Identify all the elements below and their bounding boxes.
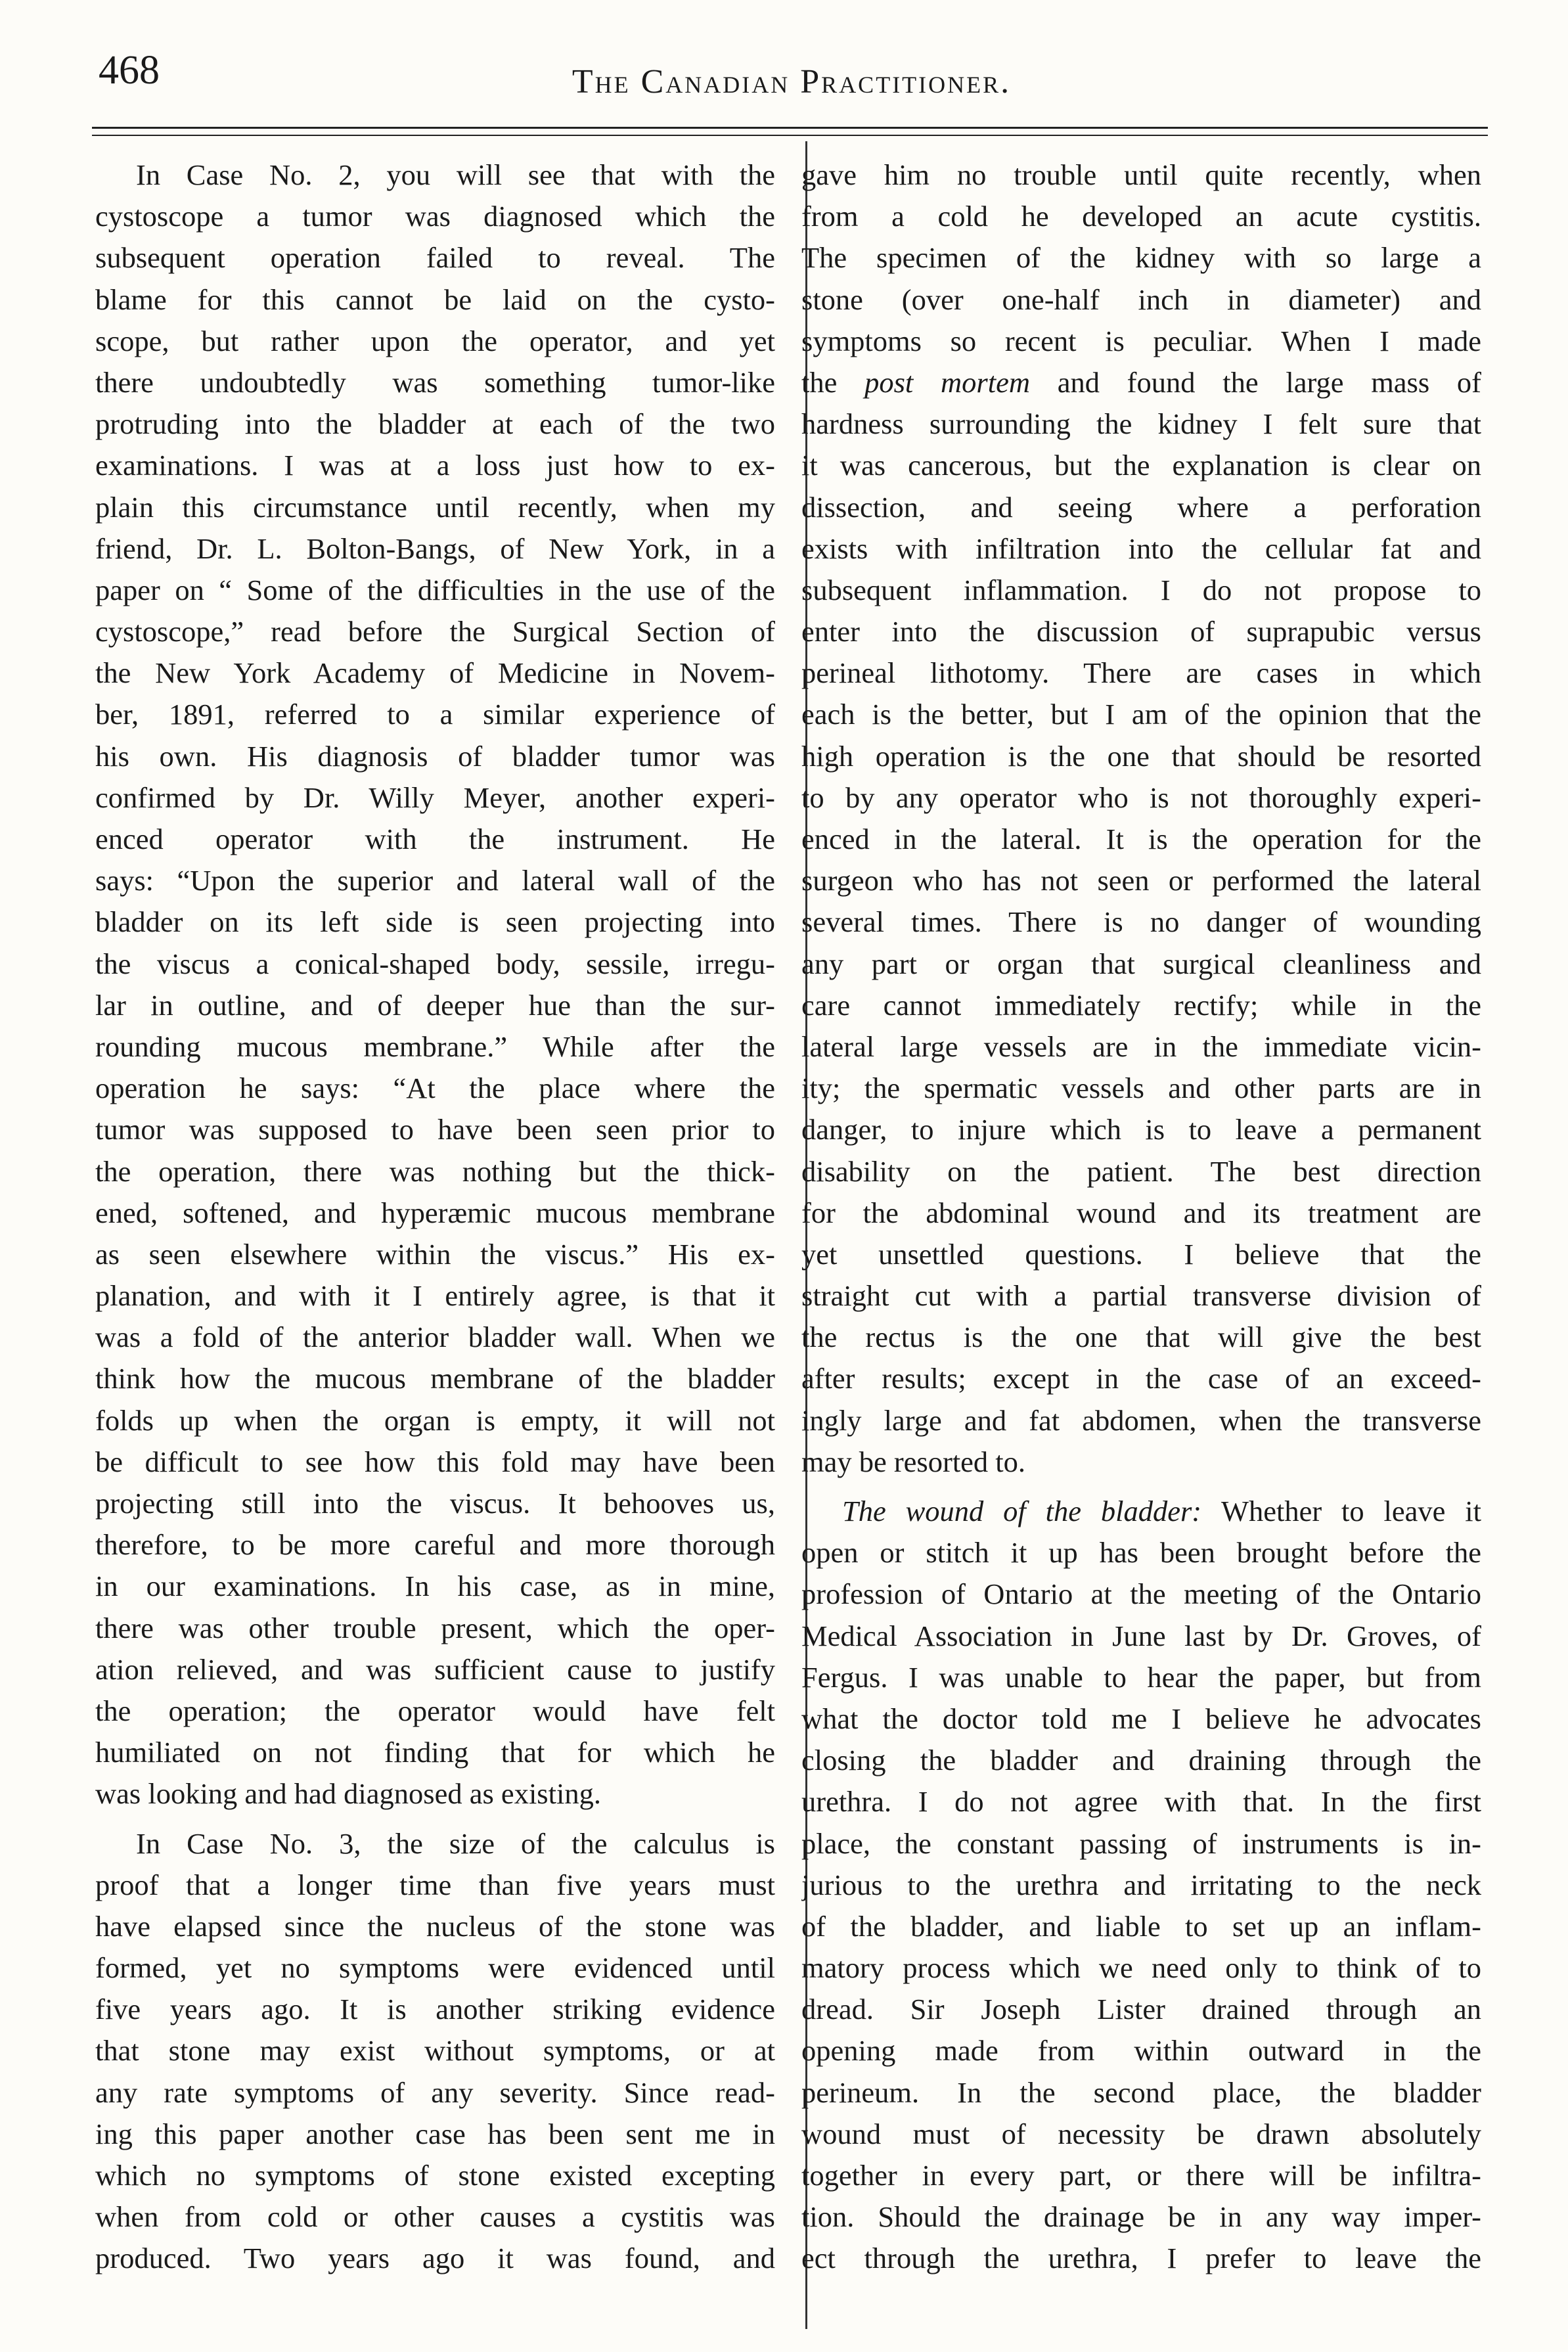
page-header [85, 33, 1498, 105]
text-line: place, the constant passing of instruments is in- [801, 1826, 1481, 1860]
text-line: open or stitch it up has been brought before the [801, 1536, 1481, 1570]
text-line: projecting still into the viscus. It behooves us, [95, 1487, 775, 1520]
text-line: dissection, and seeing where a perforation [801, 490, 1481, 524]
text-line: may be resorted to. [801, 1445, 1026, 1478]
running-title: The Canadian Practitioner. [571, 63, 1012, 101]
right-column [801, 154, 1481, 2280]
text-line: gave him no trouble until quite recently, when [801, 158, 1481, 191]
text-line: in our examinations. In his case, as in mine, [95, 1570, 775, 1603]
text-line: paper on “ Some of the difficulties in the use of the [95, 573, 775, 606]
text-line: Medical Association in June last by Dr. Groves, of [801, 1619, 1481, 1652]
text-line: examinations. I was at a loss just how to ex- [95, 449, 775, 482]
text-line: several times. There is no danger of wounding [801, 905, 1481, 939]
text-line: be difficult to see how this fold may have been [95, 1445, 775, 1478]
text-line: Fergus. I was unable to hear the paper, but from [801, 1660, 1481, 1694]
text-line: In Case No. 2, you will see that with the [136, 158, 775, 191]
text-line: therefore, to be more careful and more thorough [95, 1528, 775, 1562]
text-line: subsequent operation failed to reveal. The [95, 241, 775, 275]
text-line: ingly large and fat abdomen, when the transverse [801, 1403, 1481, 1437]
text-line: the viscus a conical-shaped body, sessile, irregu- [95, 947, 775, 980]
text-line: stone (over one-half inch in diameter) and [801, 283, 1481, 316]
text-line: formed, yet no symptoms were evidenced until [95, 1951, 775, 1985]
text-line: of the bladder, and liable to set up an inflam- [801, 1909, 1481, 1943]
text-line: urethra. I do not agree with that. In the first [801, 1785, 1481, 1819]
text-line: think how the mucous membrane of the bladder [95, 1362, 775, 1395]
text-line: have elapsed since the nucleus of the stone was [95, 1909, 775, 1943]
text-line: five years ago. It is another striking evidence [95, 1993, 775, 2026]
text-line: perineum. In the second place, the bladder [801, 2075, 1481, 2109]
text-line: perineal lithotomy. There are cases in which [801, 656, 1481, 690]
header-rule-top [92, 127, 1488, 129]
text-line: the rectus is the one that will give the best [801, 1321, 1481, 1354]
text-line: any part or organ that surgical cleanliness and [801, 947, 1481, 980]
text-line: lar in outline, and of deeper hue than the sur- [95, 988, 775, 1022]
text-line: produced. Two years ago it was found, and [95, 2242, 775, 2275]
text-line: rounding mucous membrane.” While after the [95, 1029, 775, 1063]
text-line: planation, and with it I entirely agree, is that it [95, 1279, 775, 1313]
text-line: to by any operator who is not thoroughly experi- [801, 780, 1481, 814]
text-line: after results; except in the case of an exceed- [801, 1362, 1481, 1395]
text-line: which no symptoms of stone existed excepting [95, 2159, 775, 2192]
text-line: ber, 1891, referred to a similar experience of [95, 698, 775, 731]
text-line: any rate symptoms of any severity. Since read- [95, 2075, 775, 2109]
text-line: straight cut with a partial transverse division of [801, 1279, 1481, 1313]
text-line: folds up when the organ is empty, it will not [95, 1403, 775, 1437]
text-line: ect through the urethra, I prefer to leave the [801, 2242, 1481, 2275]
text-line: friend, Dr. L. Bolton-Bangs, of New York, in a [95, 531, 775, 565]
text-line: bladder on its left side is seen projecting into [95, 905, 775, 939]
text-line: as seen elsewhere within the viscus.” His ex- [95, 1237, 775, 1271]
text-line: tion. Should the drainage be in any way imper- [801, 2200, 1481, 2234]
text-line: says: “Upon the superior and lateral wall of the [95, 864, 775, 897]
text-line: plain this circumstance until recently, when my [95, 490, 775, 524]
text-line: humiliated on not finding that for which he [95, 1736, 775, 1769]
text-line: opening made from within outward in the [801, 2034, 1481, 2068]
text-line: ened, softened, and hyperæmic mucous membrane [95, 1196, 775, 1229]
text-line: blame for this cannot be laid on the cysto- [95, 283, 775, 316]
text-line: profession of Ontario at the meeting of the Ontario [801, 1577, 1481, 1611]
text-line: subsequent inflammation. I do not propose to [801, 573, 1481, 606]
text-line: there was other trouble present, which the oper- [95, 1611, 775, 1644]
text-line: exists with infiltration into the cellular fat and [801, 531, 1481, 565]
text-line: yet unsettled questions. I believe that the [801, 1237, 1481, 1271]
text-line: In Case No. 3, the size of the calculus is [136, 1826, 775, 1860]
text-line: protruding into the bladder at each of the two [95, 407, 775, 441]
text-line: wound must of necessity be drawn absolutely [801, 2117, 1481, 2150]
text-line: lateral large vessels are in the immediate vicin- [801, 1029, 1481, 1063]
text-line: cystoscope,” read before the Surgical Section of [95, 615, 775, 648]
text-line: The specimen of the kidney with so large a [801, 241, 1481, 275]
text-line: from a cold he developed an acute cystitis. [801, 200, 1481, 233]
text-line: dread. Sir Joseph Lister drained through an [801, 1993, 1481, 2026]
text-line: the operation; the operator would have felt [95, 1694, 775, 1727]
text-line: enced in the lateral. It is the operation for the [801, 823, 1481, 855]
text-line: cystoscope a tumor was diagnosed which the [95, 200, 775, 233]
text-line: confirmed by Dr. Willy Meyer, another experi- [95, 780, 775, 814]
text-line: was a fold of the anterior bladder wall. When we [95, 1321, 775, 1354]
text-line: what the doctor told me I believe he advocates [801, 1702, 1481, 1735]
text-line: the New York Academy of Medicine in Novem- [95, 656, 775, 690]
text-line: jurious to the urethra and irritating to the neck [801, 1868, 1481, 1901]
text-line: surgeon who has not seen or performed the lateral [801, 864, 1481, 897]
text-line: high operation is the one that should be resorted [801, 739, 1481, 773]
text-line: hardness surrounding the kidney I felt sure that [801, 407, 1481, 441]
header-rule-bottom [92, 135, 1488, 136]
text-line: his own. His diagnosis of bladder tumor was [95, 739, 775, 773]
text-line: enced operator with the instrument. He [95, 823, 775, 855]
text-line: together in every part, or there will be infiltra- [801, 2159, 1481, 2192]
text-line: for the abdominal wound and its treatment are [801, 1196, 1481, 1229]
text-line: the operation, there was nothing but the thick- [95, 1154, 775, 1188]
text-line: closing the bladder and draining through the [801, 1744, 1481, 1777]
text-line: The wound of the bladder: Whether to leave it [842, 1495, 1481, 1527]
text-line: that stone may exist without symptoms, or at [95, 2034, 775, 2068]
text-line: each is the better, but I am of the opinion that the [801, 698, 1481, 731]
left-column [95, 154, 775, 2280]
text-line: there undoubtedly was something tumor-like [95, 365, 775, 399]
text-line: care cannot immediately rectify; while in the [801, 988, 1481, 1022]
text-line: ing this paper another case has been sent me in [95, 2117, 775, 2150]
text-line: matory process which we need only to think of to [801, 1951, 1481, 1985]
text-line: symptoms so recent is peculiar. When I made [801, 324, 1481, 357]
text-line: ity; the spermatic vessels and other parts are in [801, 1072, 1481, 1105]
text-line: disability on the patient. The best direction [801, 1154, 1481, 1188]
text-line: the post mortem and found the large mass of [801, 365, 1481, 399]
text-line: was looking and had diagnosed as existing. [95, 1777, 601, 1811]
text-line: proof that a longer time than five years must [95, 1868, 775, 1901]
text-line: it was cancerous, but the explanation is clear on [801, 449, 1481, 482]
text-line: when from cold or other causes a cystitis was [95, 2200, 775, 2234]
text-line: ation relieved, and was sufficient cause to justify [95, 1652, 775, 1686]
text-line: tumor was supposed to have been seen prior to [95, 1113, 775, 1146]
text-line: operation he says: “At the place where the [95, 1072, 775, 1105]
text-line: scope, but rather upon the operator, and yet [95, 324, 775, 357]
text-line: enter into the discussion of suprapubic versus [801, 615, 1481, 648]
page-number: 468 [99, 48, 160, 93]
text-line: danger, to injure which is to leave a permanent [801, 1113, 1481, 1146]
